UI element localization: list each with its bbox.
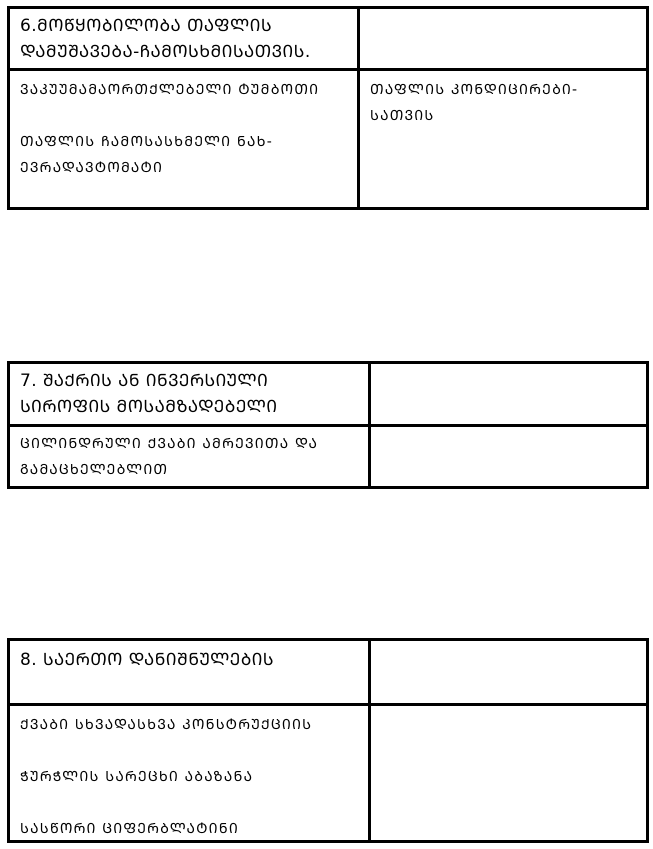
table-8-heading: 8. ᲡᲐᲔᲠᲗᲝ ᲓᲐᲜᲘᲨᲜᲣᲚᲔᲑᲘᲡ bbox=[20, 650, 275, 670]
table-6-heading-empty-cell bbox=[360, 9, 646, 71]
table-6-heading: 6.ᲛᲝᲬᲧᲝᲑᲘᲚᲝᲑᲐ ᲗᲐᲤᲚᲘᲡ ᲓᲐᲛᲣᲨᲐᲕᲔᲑᲐ-ᲩᲐᲛᲝᲡᲮᲛᲘᲡᲐᲗᲕᲘᲡ. bbox=[20, 16, 311, 62]
table-8-left-item: ᲭᲣᲠᲭᲚᲘᲡ ᲡᲐᲠᲔᲪᲮᲘ ᲐᲑᲐᲖᲐᲜᲐ bbox=[20, 769, 254, 785]
table-7-right-cell bbox=[371, 427, 646, 486]
table-8-left-item: ᲥᲕᲐᲑᲘ ᲡᲮᲕᲐᲓᲐᲡᲮᲕᲐ ᲙᲝᲜᲡᲢᲠᲣᲥᲪᲘᲘᲡ bbox=[20, 717, 313, 733]
equipment-table-6 bbox=[7, 6, 649, 210]
table-6-heading-cell bbox=[10, 9, 360, 71]
table-8-right-cell bbox=[371, 706, 646, 840]
table-6-right-cell bbox=[360, 71, 646, 207]
table-8-left-cell bbox=[10, 706, 371, 840]
table-8-left-item: ᲡᲐᲡᲬᲝᲠᲘ ᲪᲘᲤᲔᲠᲑᲚᲐᲢᲘᲜᲘ bbox=[20, 821, 239, 837]
equipment-table-8 bbox=[7, 638, 649, 843]
table-8-heading-empty-cell bbox=[371, 641, 646, 706]
table-6-left-item: ᲕᲐᲙᲣᲣᲛᲐᲛᲐᲝᲠᲗᲥᲚᲔᲑᲔᲚᲘ ᲢᲣᲛᲑᲝᲗᲘ bbox=[20, 82, 320, 98]
table-7-heading: 7. ᲨᲐᲥᲠᲘᲡ ᲐᲜ ᲘᲜᲕᲔᲠᲡᲘᲣᲚᲘ ᲡᲘᲠᲝᲤᲘᲡ ᲛᲝᲡᲐᲛᲖᲐᲓᲔᲑᲔᲚᲘ bbox=[20, 371, 278, 417]
table-7-left-item: ᲪᲘᲚᲘᲜᲓᲠᲣᲚᲘ ᲥᲕᲐᲑᲘ ᲐᲛᲠᲔᲕᲘᲗᲐ ᲓᲐ ᲒᲐᲛᲐᲪᲮᲔᲚᲔᲑᲚᲘᲗ bbox=[20, 436, 319, 478]
table-6-left-item: ᲗᲐᲤᲚᲘᲡ ᲩᲐᲛᲝᲡᲐᲡᲮᲛᲔᲚᲘ ᲜᲐᲮ-ᲔᲕᲠᲐᲓᲐᲕᲢᲝᲛᲐᲢᲘ bbox=[20, 134, 273, 176]
table-6-left-cell bbox=[10, 71, 360, 207]
table-7-left-cell bbox=[10, 427, 371, 486]
table-6-right-item: ᲗᲐᲤᲚᲘᲡ ᲙᲝᲜᲓᲘᲪᲘᲠᲔᲑᲘ-ᲡᲐᲗᲕᲘᲡ bbox=[370, 82, 579, 124]
table-7-heading-empty-cell bbox=[371, 364, 646, 427]
table-7-heading-cell bbox=[10, 364, 371, 427]
table-8-heading-cell bbox=[10, 641, 371, 706]
equipment-table-7 bbox=[7, 361, 649, 489]
